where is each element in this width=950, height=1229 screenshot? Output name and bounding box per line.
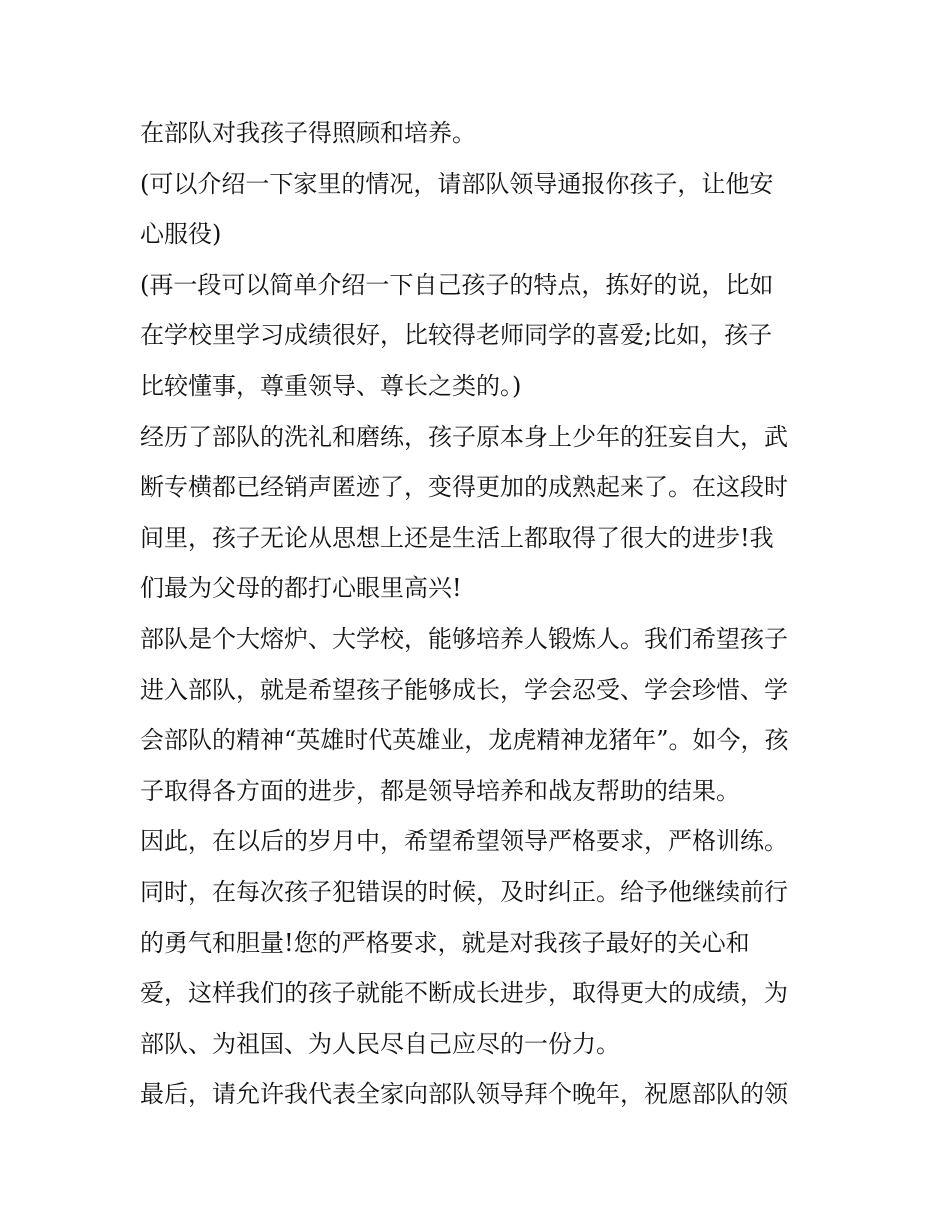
text-line: 的勇气和胆量!您的严格要求，就是对我孩子最好的关心和	[140, 928, 750, 957]
text-line: 心服役)	[140, 220, 222, 249]
text-line: 部队、为祖国、为人民尽自己应尽的一份力。	[140, 1029, 620, 1058]
text-line: (可以介绍一下家里的情况，请部队领导通报你孩子，让他安	[140, 169, 774, 198]
text-line: 同时，在每次孩子犯错误的时候，及时纠正。给予他继续前行	[140, 877, 788, 906]
letter-body	[140, 108, 820, 1120]
text-line: 在部队对我孩子得照顾和培养。	[140, 119, 476, 147]
text-line: (再一段可以简单介绍一下自己孩子的特点，拣好的说，比如	[140, 270, 774, 299]
text-line: 最后，请允许我代表全家向部队领导拜个晚年，祝愿部队的领	[140, 1080, 788, 1109]
text-line: 进入部队，就是希望孩子能够成长，学会忍受、学会珍惜、学	[140, 675, 788, 704]
text-line: 因此，在以后的岁月中，希望希望领导严格要求，严格训练。	[140, 827, 788, 856]
text-line: 会部队的精神“英雄时代英雄业，龙虎精神龙猪年”。如今，孩	[140, 726, 789, 755]
text-line: 比较懂事，尊重领导、尊长之类的。)	[140, 371, 522, 400]
text-line: 间里，孩子无论从思想上还是生活上都取得了很大的进步!我	[140, 523, 774, 552]
text-line: 经历了部队的洗礼和磨练，孩子原本身上少年的狂妄自大，武	[140, 422, 788, 451]
text-line: 爱，这样我们的孩子就能不断成长进步，取得更大的成绩，为	[140, 979, 788, 1008]
text-line: 部队是个大熔炉、大学校，能够培养人锻炼人。我们希望孩子	[140, 624, 788, 653]
text-line: 在学校里学习成绩很好，比较得老师同学的喜爱;比如，孩子	[140, 321, 773, 350]
text-line: 断专横都已经销声匿迹了，变得更加的成熟起来了。在这段时	[140, 473, 788, 502]
text-line: 子取得各方面的进步，都是领导培养和战友帮助的结果。	[140, 776, 740, 805]
text-line: 们最为父母的都打心眼里高兴!	[140, 574, 462, 603]
